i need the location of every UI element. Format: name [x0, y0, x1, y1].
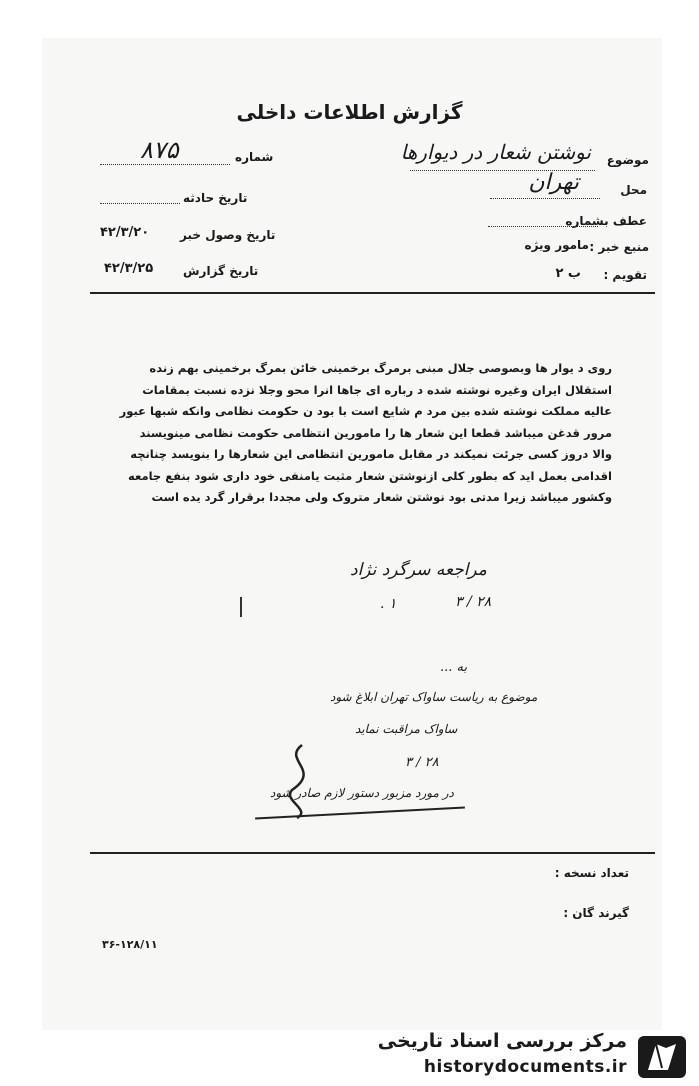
signature-mark: [272, 740, 332, 820]
brand-name: مرکز بررسی اسناد تاریخی: [377, 1030, 627, 1052]
source-label: منبع خبر :: [589, 240, 649, 254]
minute-line-2: موضوع به ریاست ساواک تهران ابلاغ شود: [330, 690, 538, 704]
handwritten-note: مراجعه سرگرد نژاد: [350, 560, 487, 580]
report-body: [92, 358, 612, 509]
location-line: [490, 198, 600, 199]
handwritten-date: ۲۸ / ۳: [455, 594, 492, 610]
header-divider: [90, 292, 655, 294]
document-code: ۳۶-۱۲۸/۱۱: [102, 938, 158, 951]
source-value: مامور ویژه: [524, 238, 589, 252]
minute-date: ۲۸ / ۳: [405, 755, 439, 770]
footer-divider: [90, 852, 655, 854]
body-line: والا دروز کسی جرئت نمیکند در مقابل مامورین انتظامی این شعارها را بنویسد چنانچه: [130, 447, 612, 461]
archive-logo-icon: [636, 1034, 688, 1080]
grade-value: ب ۲: [555, 266, 581, 281]
subject-value: نوشتن شعار در دیوارها: [400, 140, 591, 164]
receipt-date-label: تاریخ وصول خبر: [180, 228, 276, 242]
minute-line-3: ساواک مراقبت نماید: [355, 722, 458, 736]
location-value: تهران: [528, 170, 579, 195]
document-title: گزارش اطلاعات داخلی: [236, 100, 463, 124]
incident-date-line: [100, 203, 180, 204]
grade-label: تقویم :: [603, 268, 647, 282]
subject-label: موضوع: [606, 153, 649, 167]
handwritten-mark: ۱ .: [380, 596, 397, 612]
body-line: عالیه مملکت نوشته شده بین مرد م شایع است با بود ن حکومت نظامی وانکه شبها عبور: [119, 404, 612, 418]
copies-label: تعداد نسخه :: [554, 866, 629, 880]
body-line: وکشور میباشد زیرا مدتی بود نوشتن شعار متروک ولی مجددا برقرار گرد یده است: [151, 490, 612, 504]
receipt-date-value: ۴۲/۳/۲۰: [100, 225, 150, 240]
number-value: ۸۷۵: [140, 136, 179, 164]
minute-line-4: در مورد مزبور دستور لازم صادر شود: [270, 786, 454, 800]
body-line: مرور قدغن میباشد قطعا این شعار ها را مامورین انتظامی حکومت نظامی مینویسند: [139, 425, 612, 440]
body-line: استقلال ایران وغیره نوشته شده د رباره ای جاها انرا محو وجلا نزده نسبت بمقامات: [142, 382, 612, 397]
recipients-label: گیرند گان :: [563, 906, 629, 920]
report-date-value: ۴۲/۳/۲۵: [104, 261, 154, 276]
body-line: روی د یوار ها وبصوصی جلال مبنی برمرگ برخمینی خائن بمرگ برخمینی بهم زنده: [149, 361, 612, 375]
followup-label: عطف بشماره: [565, 214, 647, 228]
brand-url: historydocuments.ir: [423, 1057, 627, 1077]
minute-line-1: به ...: [440, 660, 468, 675]
body-line: اقدامی بعمل اید که بطور کلی ازنوشتن شعار مثبت یامنفی خود داری شود بنفع جامعه: [128, 468, 612, 483]
tick-mark: [240, 597, 242, 617]
location-label: محل: [620, 183, 647, 197]
number-line: [100, 164, 230, 165]
followup-line: [488, 226, 598, 227]
report-date-label: تاریخ گزارش: [183, 264, 259, 278]
incident-date-label: تاریخ حادثه: [183, 191, 248, 205]
number-label: شماره: [235, 150, 274, 164]
